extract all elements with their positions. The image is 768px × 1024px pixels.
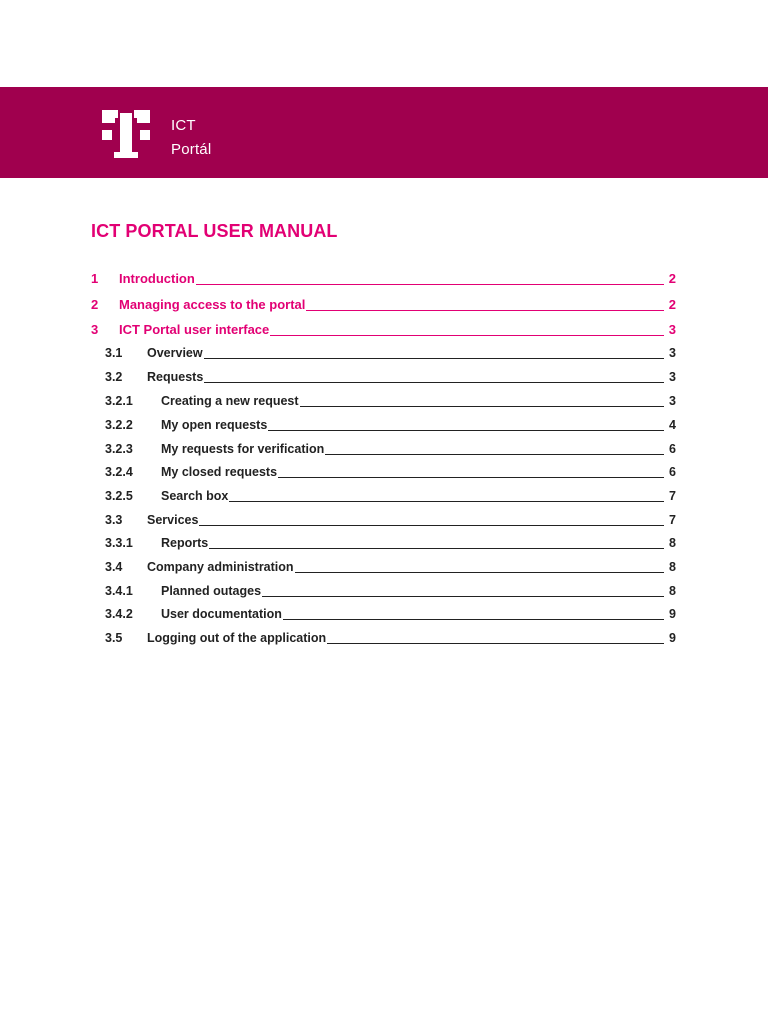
toc-leader-line [204, 358, 664, 359]
toc-entry-label: User documentation [161, 607, 282, 621]
toc-entry-label: Creating a new request [161, 394, 299, 408]
telekom-t-logo-icon [102, 110, 150, 158]
toc-leader-line [327, 643, 664, 644]
toc-leader-line [278, 477, 664, 478]
document-title: ICT PORTAL USER MANUAL [91, 221, 338, 241]
toc-entry-label: Logging out of the application [147, 631, 327, 645]
toc-entry-label: My open requests [161, 417, 268, 432]
brand-name [171, 114, 211, 162]
toc-leader-line [196, 284, 664, 285]
brand-line-1: ICT [171, 117, 196, 134]
toc-entry[interactable] [105, 418, 676, 438]
toc-entry[interactable] [105, 442, 676, 462]
toc-leader-line [209, 548, 664, 549]
toc-leader-line [306, 310, 664, 311]
toc-entry[interactable] [91, 322, 676, 342]
toc-entry[interactable] [105, 465, 676, 485]
toc-leader-line [262, 596, 664, 597]
toc-leader-line [300, 406, 664, 407]
toc-entry-number: 3.3.1 [105, 536, 133, 550]
toc-entry[interactable] [105, 607, 676, 627]
toc-entry-page: 8 [669, 536, 676, 550]
toc-entry-number: 3.2 [105, 370, 123, 384]
toc-entry-number: 3.2.3 [105, 441, 133, 456]
toc-entry-label: Introduction [119, 271, 195, 286]
toc-leader-line [325, 454, 664, 455]
toc-leader-line [268, 430, 664, 431]
toc-entry-page: 3 [669, 370, 676, 384]
toc-entry-number: 3.4.2 [105, 607, 133, 621]
toc-entry-number: 2 [91, 297, 99, 312]
toc-entry-label: My closed requests [161, 465, 278, 479]
toc-entry-label: Planned outages [161, 583, 262, 598]
toc-entry-number: 3.2.4 [105, 465, 133, 479]
toc-entry[interactable] [105, 346, 676, 366]
brand-line-2: Portál [171, 141, 212, 158]
toc-leader-line [199, 525, 664, 526]
toc-entry-label: Services [147, 512, 199, 527]
toc-entry-page: 2 [668, 271, 676, 286]
toc-entry[interactable] [105, 560, 676, 580]
toc-entry-page: 3 [669, 394, 676, 408]
toc-entry[interactable] [91, 271, 676, 291]
toc-entry-page: 8 [669, 560, 676, 574]
toc-leader-line [283, 619, 664, 620]
toc-entry-label: Overview [147, 346, 203, 360]
toc-entry-label: Reports [161, 536, 209, 550]
toc-entry-number: 3.4 [105, 560, 123, 574]
toc-entry[interactable] [105, 584, 676, 604]
toc-leader-line [204, 382, 664, 383]
toc-entry-number: 3.3 [105, 512, 123, 527]
toc-entry-page: 7 [669, 488, 676, 503]
toc-entry-page: 9 [669, 607, 676, 621]
toc-entry[interactable] [105, 489, 676, 509]
toc-entry-page: 3 [668, 322, 676, 337]
toc-entry-page: 2 [668, 297, 676, 312]
toc-entry-page: 4 [669, 417, 676, 432]
toc-entry-number: 3 [91, 322, 99, 337]
toc-entry[interactable] [105, 536, 676, 556]
toc-entry-page: 6 [669, 441, 676, 456]
toc-entry[interactable] [105, 631, 676, 651]
toc-entry-number: 3.1 [105, 346, 123, 360]
toc-entry[interactable] [105, 394, 676, 414]
toc-entry-label: Search box [161, 488, 229, 503]
toc-entry-page: 7 [669, 512, 676, 527]
toc-entry[interactable] [105, 370, 676, 390]
toc-entry[interactable] [91, 297, 676, 317]
toc-entry-label: Managing access to the portal [119, 297, 306, 312]
toc-entry[interactable] [105, 513, 676, 533]
toc-entry-number: 1 [91, 271, 99, 286]
toc-entry-label: My requests for verification [161, 441, 325, 456]
toc-entry-page: 9 [669, 631, 676, 645]
toc-entry-number: 3.5 [105, 631, 123, 645]
toc-leader-line [295, 572, 664, 573]
toc-entry-number: 3.2.2 [105, 417, 133, 432]
toc-leader-line [270, 335, 664, 336]
toc-entry-label: Requests [147, 370, 204, 384]
toc-entry-label: Company administration [147, 560, 294, 574]
toc-entry-page: 6 [669, 465, 676, 479]
toc-entry-page: 8 [669, 583, 676, 598]
header-banner [0, 87, 768, 178]
toc-entry-page: 3 [669, 346, 676, 360]
toc-leader-line [229, 501, 664, 502]
toc-entry-number: 3.2.1 [105, 394, 133, 408]
toc-entry-number: 3.4.1 [105, 583, 133, 598]
toc-entry-number: 3.2.5 [105, 488, 133, 503]
toc-entry-label: ICT Portal user interface [119, 322, 270, 337]
